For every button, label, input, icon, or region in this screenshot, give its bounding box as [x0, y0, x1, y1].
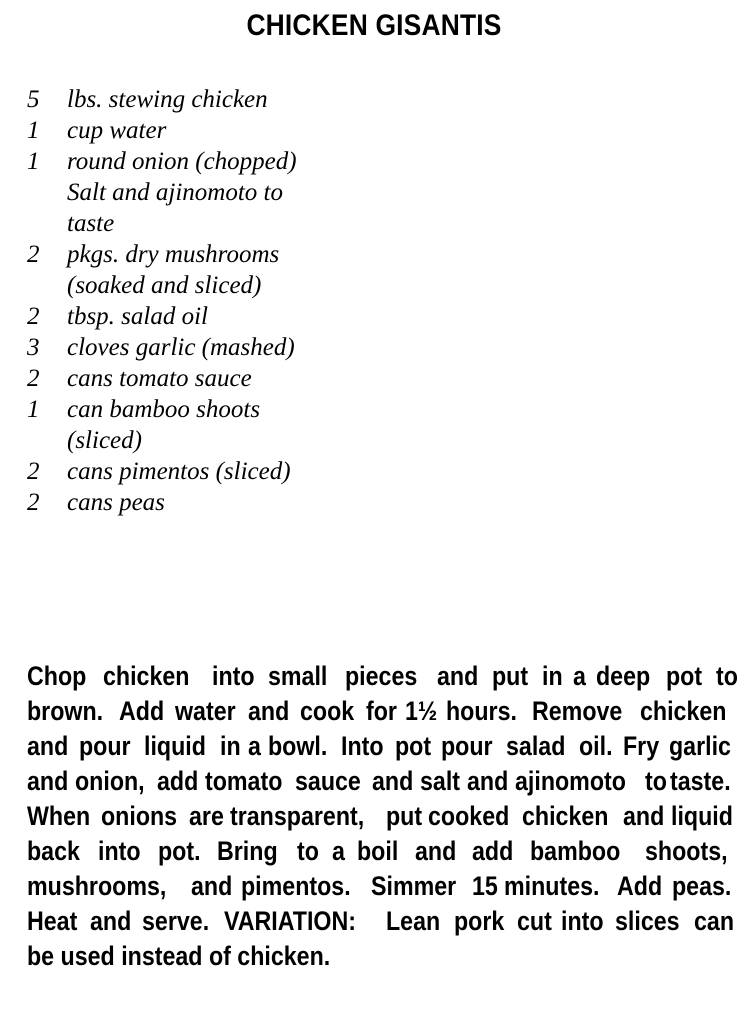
instruction-word: add: [472, 836, 514, 866]
ingredient-name: Salt and ajinomoto to: [67, 179, 283, 206]
ingredient-name: cans pimentos (sliced): [67, 458, 291, 485]
instruction-word: pot.: [157, 836, 201, 866]
instruction-word: hours.: [446, 696, 518, 726]
ingredient-row: [0, 239, 420, 270]
instruction-word: Simmer: [370, 871, 457, 901]
instruction-word: to: [715, 661, 738, 691]
instruction-word: and: [89, 906, 132, 936]
instruction-line: [27, 799, 741, 834]
instruction-word: put: [492, 661, 529, 691]
instruction-word: cooked: [427, 801, 509, 831]
instruction-word: Heat: [27, 906, 78, 936]
instruction-word: and: [27, 766, 69, 796]
instruction-word: are: [189, 801, 224, 831]
ingredient-quantity: 1: [27, 117, 40, 144]
ingredient-row: [0, 487, 420, 518]
ingredient-quantity: 3: [27, 334, 40, 361]
instruction-line: [27, 694, 741, 729]
instruction-word: taste.: [670, 766, 732, 796]
instruction-word: 1½: [405, 696, 438, 726]
instruction-line: [27, 939, 741, 974]
instruction-word: be used instead of chicken.: [27, 941, 331, 971]
instructions-block: [27, 659, 741, 974]
instruction-word: sauce: [295, 766, 361, 796]
instruction-word: and: [467, 766, 509, 796]
instruction-word: liquid: [670, 801, 733, 831]
instruction-word: into: [211, 661, 255, 691]
instruction-word: pieces: [345, 661, 418, 691]
instruction-word: bamboo: [530, 836, 621, 866]
ingredient-quantity: 2: [27, 303, 40, 330]
ingredient-name: round onion (chopped): [67, 148, 297, 175]
ingredient-name: cans tomato sauce: [67, 365, 252, 392]
instruction-word: onions: [100, 801, 177, 831]
ingredient-name: cans peas: [67, 489, 165, 516]
instruction-word: in: [541, 661, 563, 691]
instruction-word: a: [332, 836, 346, 866]
instruction-word: 15: [472, 871, 498, 901]
ingredient-quantity: 1: [27, 396, 40, 423]
instruction-word: add: [156, 766, 198, 796]
instruction-word: can: [694, 906, 735, 936]
instruction-word: for: [366, 696, 398, 726]
instruction-word: tomato: [204, 766, 283, 796]
instruction-word: a: [248, 731, 262, 761]
instruction-word: and: [191, 871, 233, 901]
instruction-word: ajinomoto: [515, 766, 627, 796]
ingredient-quantity: 2: [27, 365, 40, 392]
ingredient-row: [0, 115, 420, 146]
ingredient-row: [0, 146, 420, 177]
instruction-word: to: [644, 766, 667, 796]
instruction-word: Lean: [386, 906, 441, 936]
instruction-word: shoots,: [644, 836, 728, 866]
instruction-line: [27, 834, 741, 869]
instruction-line: [27, 764, 741, 799]
instruction-word: cook: [299, 696, 354, 726]
instruction-word: oil.: [579, 731, 613, 761]
instruction-word: cut: [516, 906, 552, 936]
instruction-word: minutes.: [504, 871, 600, 901]
ingredient-row: [0, 332, 420, 363]
ingredient-name: cloves garlic (mashed): [67, 334, 295, 361]
ingredient-row: [0, 363, 420, 394]
instruction-word: and: [622, 801, 664, 831]
instruction-word: bowl.: [267, 731, 328, 761]
ingredient-row: [0, 84, 420, 115]
ingredients-list: [0, 84, 420, 518]
instruction-line: [27, 729, 741, 764]
instruction-word: pork: [453, 906, 505, 936]
instruction-word: Chop: [27, 661, 87, 691]
ingredient-name: tbsp. salad oil: [67, 303, 208, 330]
ingredient-quantity: 2: [27, 458, 40, 485]
ingredient-quantity: 2: [27, 489, 40, 516]
instruction-word: Bring: [216, 836, 278, 866]
instruction-word: back: [27, 836, 80, 866]
instruction-word: pour: [441, 731, 493, 761]
instruction-line: [27, 904, 741, 939]
instruction-word: salad: [505, 731, 566, 761]
instruction-word: garlic: [668, 731, 731, 761]
instruction-word: salt: [420, 766, 461, 796]
ingredient-row: [0, 425, 420, 456]
instruction-word: into: [98, 836, 141, 866]
ingredient-name: (sliced): [67, 427, 142, 454]
instruction-word: chicken: [640, 696, 727, 726]
ingredient-name: taste: [67, 210, 115, 237]
instruction-word: and: [414, 836, 456, 866]
ingredient-row: [0, 394, 420, 425]
instruction-word: boil: [356, 836, 399, 866]
instruction-word: Fry: [622, 731, 659, 761]
ingredient-name: cup water: [67, 117, 167, 144]
instruction-line: [27, 659, 741, 694]
instruction-word: small: [268, 661, 328, 691]
instruction-word: chicken: [522, 801, 609, 831]
instruction-word: pimentos.: [241, 871, 351, 901]
ingredient-name: lbs. stewing chicken: [67, 86, 268, 113]
instruction-word: put: [385, 801, 422, 831]
instruction-word: pot: [666, 661, 703, 691]
ingredient-row: [0, 456, 420, 487]
ingredient-quantity: 1: [27, 148, 40, 175]
instruction-word: slices: [615, 906, 680, 936]
instruction-word: brown.: [27, 696, 104, 726]
instruction-word: and: [248, 696, 290, 726]
instruction-word: water: [174, 696, 236, 726]
instruction-word: When: [27, 801, 91, 831]
instruction-word: VARIATION:: [224, 906, 357, 936]
instruction-word: and: [436, 661, 478, 691]
ingredient-name: pkgs. dry mushrooms: [67, 241, 280, 268]
ingredient-quantity: 5: [27, 86, 40, 113]
ingredient-row: [0, 208, 420, 239]
instruction-word: Into: [341, 731, 384, 761]
instruction-word: pour: [79, 731, 131, 761]
instruction-word: deep: [595, 661, 650, 691]
instruction-word: to: [296, 836, 319, 866]
instruction-word: serve.: [142, 906, 210, 936]
instruction-word: onion,: [75, 766, 145, 796]
page-title: CHICKEN GISANTIS: [246, 9, 502, 42]
instruction-word: and: [27, 731, 69, 761]
instruction-word: mushrooms,: [27, 871, 167, 901]
instruction-word: and: [371, 766, 414, 796]
ingredient-quantity: 2: [27, 241, 40, 268]
instruction-word: transparent,: [229, 801, 364, 831]
ingredient-row: [0, 177, 420, 208]
ingredient-name: can bamboo shoots: [67, 396, 261, 423]
instruction-line: [27, 869, 741, 904]
instruction-word: into: [561, 906, 604, 936]
ingredient-row: [0, 301, 420, 332]
instruction-word: liquid: [143, 731, 206, 761]
instruction-word: Add: [617, 871, 663, 901]
instruction-word: a: [573, 661, 586, 691]
instruction-word: chicken: [103, 661, 190, 691]
instruction-word: pot: [395, 731, 432, 761]
ingredient-name: (soaked and sliced): [67, 272, 262, 299]
ingredient-row: [0, 270, 420, 301]
instruction-word: Add: [118, 696, 164, 726]
instruction-word: Remove: [532, 696, 623, 726]
instruction-word: peas.: [671, 871, 732, 901]
instruction-word: in: [220, 731, 241, 761]
